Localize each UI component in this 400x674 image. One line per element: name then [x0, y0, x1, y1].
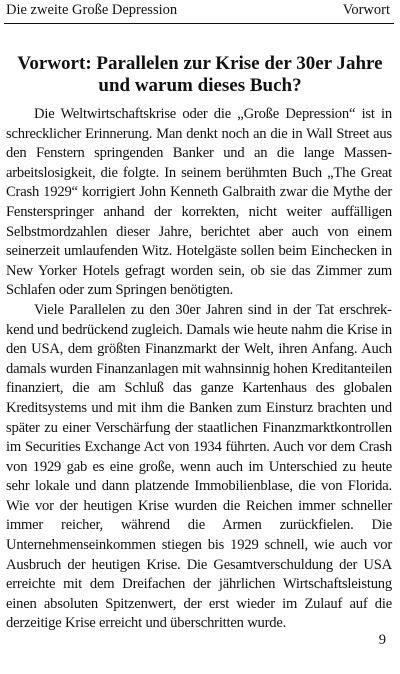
header-rule	[4, 23, 394, 24]
page-number: 9	[378, 632, 386, 648]
paragraph-1: Die Weltwirtschaftskrise oder die „Große Depression“ ist in schrecklicher Erinnerung. Man denkt noch an die in Wall Street aus den Fenstern springenden Banker und an die lange Massenarbeitslosigkeit, die folgte. In seinem berühmten Buch „The Great Crash 1929“ korrigiert John Kenneth Galbraith zwar die Mythe der Fensterspringer anhand der korrekten, nicht weiter auffälligen Selbstmordzahlen dieser Jahre, berichtet aber auch von einem seinerzeit umlaufenden Witz. Hotelgäste sollen beim Einchecken in New Yorker Hotels gefragt worden sein, ob sie das Zimmer zum Schlafen oder zum Springen benötigten.	[6, 106, 392, 299]
running-header-section: Vorwort	[342, 2, 390, 18]
paragraph-2: Viele Parallelen zu den 30er Jahren sind in der Tat erschrekkend und bedrückend zugleich. Damals wie heute nahm die Krise in den USA, dem größten Finanzmarkt der Welt, ihren Anfang. Auch damals wurden Finanzanlagen mit wahnsinnig hohen Kreditanteilen finanziert, die am Schluß das ganze Kartenhaus des globalen Kreditsystems und mit ihm die Banken zum Einsturz brachten und später zu einer Verschärfung der staatlichen Finanzmarktkontrollen im Securities Exchange Act von 1934 führten. Auch vor dem Crash von 1929 gab es eine große, wenn auch im Unterschied zu heute sehr lokale und dann platzende Immobilienblase, die von Florida. Wie vor der heutigen Krise wurden die Reichen immer schneller immer reicher, während die Armen zurückfielen. Die Unternehmenseinkommen stiegen bis 1929 schnell, wie auch vor Ausbruch der heutigen Krise. Die Gesamtverschuldung der USA erreichte mit dem Dreifachen der jährlichen Wirtschaftsleistung einen absoluten Spitzenwert, der erst wieder im Zulauf auf die derzeitige Krise erreicht und überschritten wurde.	[6, 301, 392, 632]
chapter-title-line-1: Vorwort: Parallelen zur Krise der 30er Jahre	[17, 53, 383, 74]
body-text	[6, 105, 392, 634]
chapter-title-line-2: und warum dieses Buch?	[98, 75, 302, 96]
chapter-title	[10, 53, 390, 97]
running-header-book-title: Die zweite Große Depression	[6, 2, 178, 18]
running-header	[6, 2, 390, 22]
